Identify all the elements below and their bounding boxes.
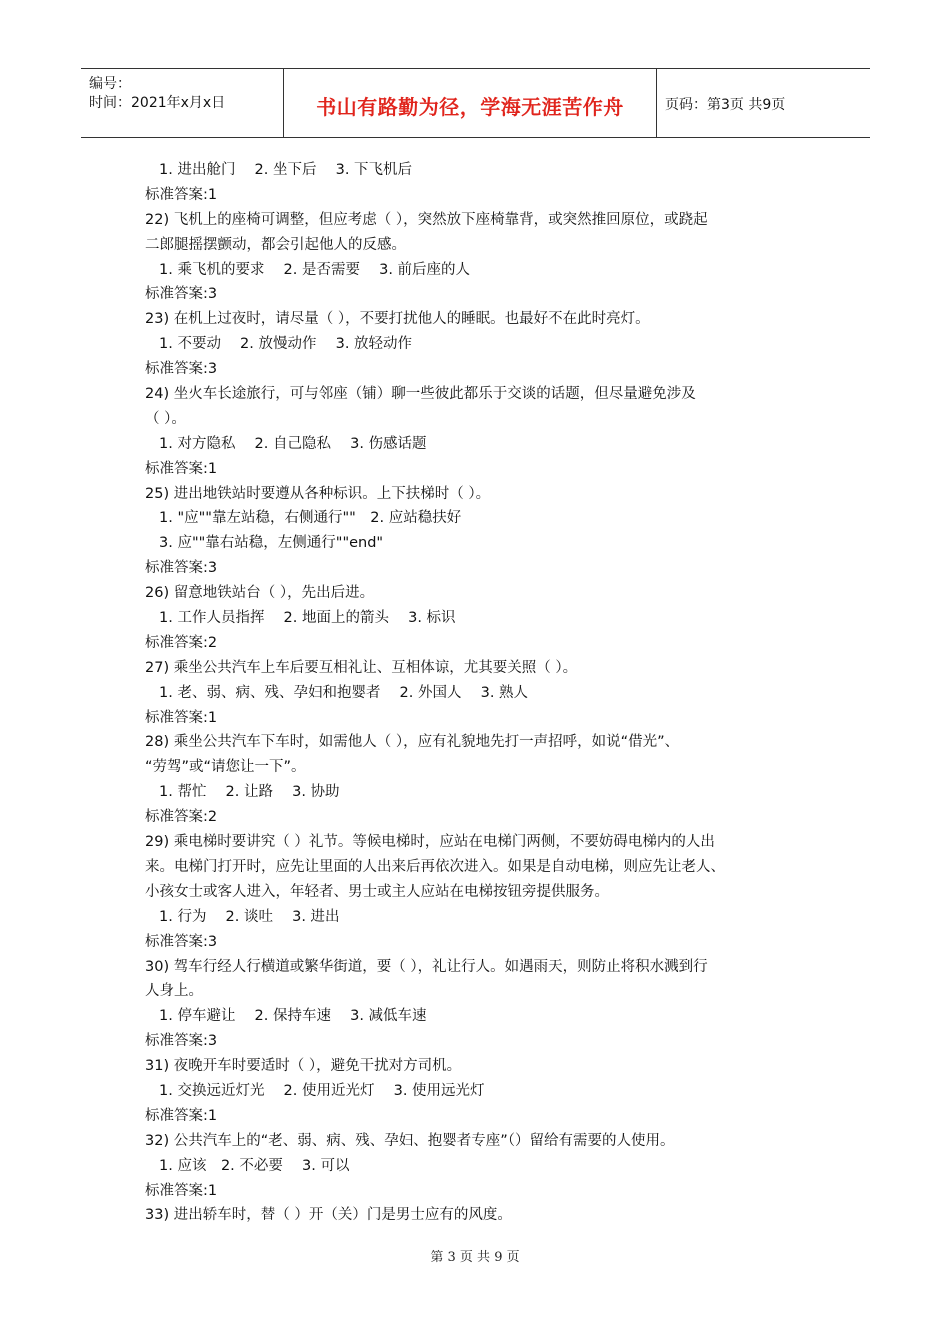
answer-options-line: 1. 工作人员指挥 2. 地面上的箭头 3. 标识 bbox=[159, 610, 456, 627]
question-text-line: 标准答案:1 bbox=[145, 186, 218, 203]
question-text-line: 30) 驾车行经人行横道或繁华街道，要（ ），礼让行人。如遇雨天，则防止将积水溅到行 bbox=[145, 958, 708, 975]
header-motto-cell bbox=[284, 69, 657, 137]
header-motto: 书山有路勤为径，学海无涯苦作舟 bbox=[316, 95, 624, 119]
answer-options-line: 1. 老、弱、病、残、孕妇和抱婴者 2. 外国人 3. 熟人 bbox=[159, 684, 529, 701]
document-date-label: 时间：2021年x月x日 bbox=[89, 95, 226, 111]
page-footer: 第 3 页 共 9 页 bbox=[430, 1250, 520, 1265]
answer-options-line: 1. "应""靠左站稳，右侧通行"" 2. 应站稳扶好 bbox=[159, 510, 462, 527]
question-text-line: 标准答案:1 bbox=[145, 1107, 218, 1124]
answer-options-line: 1. 行为 2. 谈吐 3. 进出 bbox=[159, 908, 340, 925]
answer-options-line: 1. 进出舱门 2. 坐下后 3. 下飞机后 bbox=[159, 162, 413, 178]
question-text-line: 26) 留意地铁站台（ ），先出后进。 bbox=[145, 585, 375, 602]
question-text-line: 33) 进出轿车时，替（ ）开（关）门是男士应有的风度。 bbox=[145, 1207, 512, 1224]
question-text-line: 标准答案:3 bbox=[145, 361, 218, 378]
page-header bbox=[81, 68, 870, 138]
question-text-line: 标准答案:3 bbox=[145, 560, 218, 577]
question-text-line: 28) 乘坐公共汽车下车时，如需他人（ ），应有礼貌地先打一声招呼，如说“借光”、 bbox=[145, 734, 680, 751]
question-text-line: 标准答案:2 bbox=[145, 809, 218, 826]
question-text-line: 二郎腿摇摆颤动，都会引起他人的反感。 bbox=[145, 236, 406, 253]
answer-options-line: 1. 帮忙 2. 让路 3. 协助 bbox=[159, 784, 340, 801]
header-info-cell bbox=[81, 69, 284, 137]
question-text-line: 来。电梯门打开时，应先让里面的人出来后再依次进入。如果是自动电梯，则应先让老人、 bbox=[145, 858, 725, 875]
header-page-cell bbox=[657, 69, 870, 137]
question-text-line: 31) 夜晚开车时要适时（ ），避免干扰对方司机。 bbox=[145, 1058, 462, 1075]
question-text-line: 标准答案:2 bbox=[145, 634, 218, 651]
question-text-line: “劳驾”或“请您让一下”。 bbox=[145, 759, 306, 776]
answer-options-line: 1. 不要动 2. 放慢动作 3. 放轻动作 bbox=[159, 336, 413, 353]
question-text-line: 标准答案:3 bbox=[145, 286, 218, 303]
question-text-line: 23) 在机上过夜时，请尽量（ ），不要打扰他人的睡眠。也最好不在此时亮灯。 bbox=[145, 311, 650, 328]
question-text-line: 标准答案:1 bbox=[145, 460, 218, 477]
question-text-line: 32) 公共汽车上的“老、弱、病、残、孕妇、抱婴者专座”（）留给有需要的人使用。 bbox=[145, 1132, 675, 1149]
question-text-line: 25) 进出地铁站时要遵从各种标识。上下扶梯时（ ）。 bbox=[145, 485, 491, 502]
question-text-line: 标准答案:3 bbox=[145, 1033, 218, 1050]
document-number-label: 编号： bbox=[89, 76, 131, 92]
question-text-line: （ ）。 bbox=[145, 410, 186, 427]
question-text-line: 小孩女士或客人进入，年轻者、男士或主人应站在电梯按钮旁提供服务。 bbox=[145, 883, 609, 900]
answer-options-line: 1. 应该 2. 不必要 3. 可以 bbox=[159, 1157, 350, 1174]
question-text-line: 22) 飞机上的座椅可调整，但应考虑（ ），突然放下座椅靠背，或突然推回原位，或跷起 bbox=[145, 211, 708, 228]
answer-options-line: 1. 交换远近灯光 2. 使用近光灯 3. 使用远光灯 bbox=[159, 1082, 485, 1099]
answer-options-line: 3. 应""靠右站稳，左侧通行""end" bbox=[159, 535, 384, 552]
question-text-line: 人身上。 bbox=[145, 983, 203, 1000]
question-text-line: 标准答案:1 bbox=[145, 1182, 218, 1199]
question-text-line: 标准答案:3 bbox=[145, 933, 218, 950]
question-text-line: 24) 坐火车长途旅行，可与邻座（铺）聊一些彼此都乐于交谈的话题，但尽量避免涉及 bbox=[145, 386, 696, 403]
document-body bbox=[145, 158, 815, 1228]
answer-options-line: 1. 停车避让 2. 保持车速 3. 减低车速 bbox=[159, 1008, 427, 1025]
answer-options-line: 1. 对方隐私 2. 自己隐私 3. 伤感话题 bbox=[159, 435, 427, 452]
header-page-info: 页码：第3页 共9页 bbox=[665, 97, 786, 113]
answer-options-line: 1. 乘飞机的要求 2. 是否需要 3. 前后座的人 bbox=[159, 261, 471, 278]
question-text-line: 标准答案:1 bbox=[145, 709, 218, 726]
question-text-line: 29) 乘电梯时要讲究（ ）礼节。等候电梯时，应站在电梯门两侧，不要妨碍电梯内的人出 bbox=[145, 834, 715, 851]
question-text-line: 27) 乘坐公共汽车上车后要互相礼让、互相体谅，尤其要关照（ ）。 bbox=[145, 659, 578, 676]
